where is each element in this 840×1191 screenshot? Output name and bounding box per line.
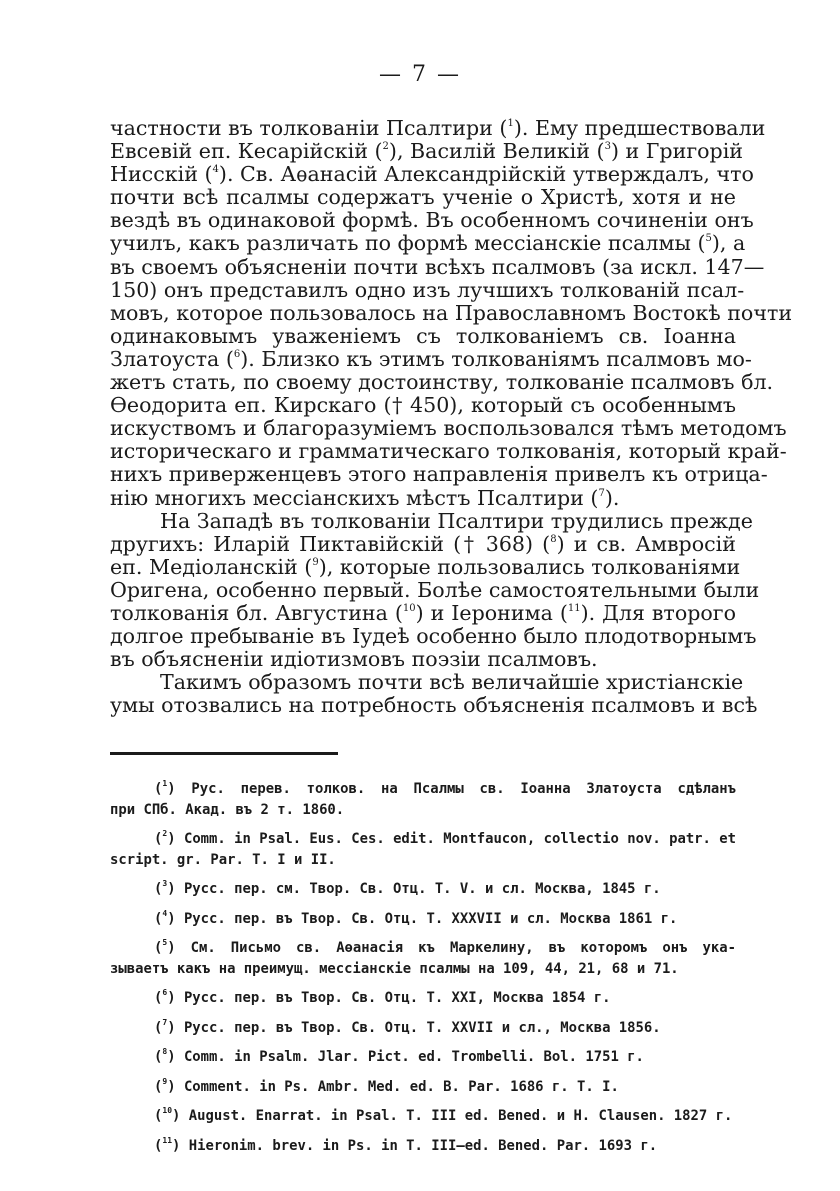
footnote-marker: 9 bbox=[162, 1076, 168, 1086]
footnote-text: Comm. in Psal. Eus. Ces. edit. Montfaucon, collectio nov. patr. et bbox=[183, 831, 737, 847]
footnote-text: script. gr. Par. T. I и II. bbox=[110, 851, 336, 868]
text-run: ). Ему предшествовали bbox=[513, 116, 766, 140]
footnote-reference: 11 bbox=[567, 602, 581, 614]
paragraph bbox=[110, 508, 760, 672]
text-run: нихъ приверженцевъ этого направленія привелъ къ отрица- bbox=[110, 462, 768, 487]
text-line bbox=[110, 577, 760, 602]
text-run: вездѣ въ одинаковой формѣ. Въ особенномъ сочиненіи онъ bbox=[110, 208, 754, 233]
footnote-reference: 2 bbox=[382, 141, 389, 153]
text-line bbox=[110, 300, 793, 325]
text-line bbox=[110, 370, 774, 395]
footnote-marker: 11 bbox=[162, 1135, 173, 1145]
footnote-line: ($^{10}$) August. Enarrat. in Psal. T. III ed. Bened. и H. Clausen. 1827 г. bbox=[154, 1106, 733, 1124]
footnote bbox=[110, 1077, 736, 1098]
text-run: ), Василій Великій ( bbox=[388, 139, 605, 164]
text-run: одинаковымъ уваженіемъ съ толкованіемъ св. Іоанна bbox=[110, 323, 736, 348]
text-run: нію многихъ мессіанскихъ мѣстъ Псалтири ( bbox=[110, 485, 599, 510]
footnote-text: Русс. пер. см. Твор. Св. Отц. Т. V. и сл. Москва, 1845 г. bbox=[183, 881, 661, 897]
text-run: Нисскій ( bbox=[110, 162, 213, 187]
text-run: училъ, какъ различать по формѣ мессіанскіе псалмы ( bbox=[110, 231, 706, 256]
footnote-line: ($^7$) Русс. пер. въ Твор. Св. Отц. Т. XXVII и сл., Москва 1856. bbox=[154, 1017, 661, 1036]
text-run: толкованія бл. Августина ( bbox=[110, 600, 403, 625]
footnote bbox=[110, 779, 736, 820]
footnote-reference: 10 bbox=[402, 602, 416, 614]
footnote bbox=[110, 988, 736, 1009]
text-run: еп. Медіоланскій ( bbox=[110, 554, 313, 579]
text-line bbox=[110, 139, 744, 164]
text-line bbox=[110, 508, 753, 533]
footnote bbox=[110, 1136, 736, 1157]
text-run: ), а bbox=[711, 231, 746, 256]
text-line bbox=[110, 439, 787, 464]
text-line bbox=[110, 416, 787, 441]
footnote bbox=[110, 829, 736, 870]
footnote-line: ($^1$) Рус. перев. толков. на Псалмы св. Іоанна Златоуста сдѣланъ bbox=[154, 779, 737, 797]
paragraph bbox=[110, 116, 793, 510]
text-run: На Западѣ въ толкованіи Псалтири трудились прежде bbox=[160, 508, 753, 533]
page-number: — 7 — bbox=[379, 62, 461, 87]
text-run: въ своемъ объясненіи почти всѣхъ псалмовъ (за искл. 147— bbox=[110, 254, 765, 279]
footnote-reference: 7 bbox=[598, 487, 605, 499]
text-run: искуствомъ и благоразуміемъ воспользовался тѣмъ методомъ bbox=[110, 416, 787, 441]
text-line bbox=[110, 602, 736, 625]
text-run: въ объясненіи идіотизмовъ поэзіи псалмовъ. bbox=[110, 647, 598, 672]
text-run: Такимъ образомъ почти всѣ величайшіе христіанскіе bbox=[160, 670, 744, 695]
text-line bbox=[110, 533, 736, 556]
text-run: другихъ: Иларій Пиктавійскій († 368) ( bbox=[110, 531, 551, 556]
text-run: ) и св. Амвросій bbox=[556, 531, 736, 556]
paragraph bbox=[110, 670, 758, 718]
footnote-text: Comm. in Psalm. Jlar. Pict. ed. Trombelli. Bol. 1751 г. bbox=[183, 1049, 644, 1065]
footnote-reference: 1 bbox=[507, 118, 514, 129]
footnote-marker: 6 bbox=[162, 988, 168, 997]
text-run: мовъ, которое пользовалось на Православномъ Востокѣ почти bbox=[110, 300, 793, 325]
footnote-line: ($^2$) Comm. in Psal. Eus. Ces. edit. Montfaucon, collectio nov. patr. et bbox=[154, 829, 737, 847]
text-line bbox=[110, 693, 758, 718]
text-run: почти всѣ псалмы содержатъ ученіе о Христѣ, хотя и не bbox=[110, 185, 736, 210]
footnote-text: Русс. пер. въ Твор. Св. Отц. Т. XXI, Москва 1854 г. bbox=[183, 990, 611, 1006]
text-run: ). Для второго bbox=[580, 600, 736, 625]
text-run: Ѳеодорита еп. Кирскаго († 450), который съ особеннымъ bbox=[110, 393, 736, 418]
footnote-line: ($^6$) Русс. пер. въ Твор. Св. Отц. Т. XXI, Москва 1854 г. bbox=[154, 988, 611, 1006]
text-line bbox=[110, 231, 746, 256]
footnote-marker: 4 bbox=[162, 908, 168, 918]
text-line bbox=[110, 554, 741, 579]
text-run: долгое пребываніе въ Іудеѣ особенно было плодотворнымъ bbox=[110, 624, 757, 649]
text-line bbox=[110, 648, 736, 671]
footnote-text: при СПб. Акад. въ 2 т. 1860. bbox=[110, 801, 345, 818]
footnote bbox=[110, 938, 736, 979]
footnote bbox=[110, 1018, 736, 1039]
footnote-marker: 1 bbox=[162, 779, 168, 788]
text-run: Златоуста ( bbox=[110, 346, 234, 371]
text-line bbox=[110, 462, 768, 487]
footnote-marker: 8 bbox=[162, 1047, 168, 1056]
footnote-marker: 3 bbox=[162, 879, 168, 888]
text-run: 150) онъ представилъ одно изъ лучшихъ толкованій псал- bbox=[110, 277, 745, 302]
text-run: ) и Іеронима ( bbox=[415, 600, 568, 625]
text-line bbox=[110, 624, 757, 649]
footnote bbox=[110, 1106, 736, 1127]
footnote-line bbox=[110, 959, 736, 980]
footnote-text: Русс. пер. въ Твор. Св. Отц. Т. XXVII и сл., Москва 1856. bbox=[183, 1019, 661, 1036]
text-run: ). Близко къ этимъ толкованіямъ псалмовъ мо- bbox=[240, 346, 752, 371]
text-line bbox=[110, 254, 765, 279]
text-line bbox=[110, 277, 745, 302]
footnote-marker: 5 bbox=[162, 938, 168, 947]
footnote-reference: 6 bbox=[233, 348, 241, 360]
footnote-separator bbox=[110, 752, 338, 755]
footnote-line: ($^5$) См. Письмо св. Аѳанасія къ Маркелину, въ которомъ онъ ука- bbox=[154, 938, 737, 956]
text-line bbox=[110, 487, 736, 510]
footnote-line: ($^8$) Comm. in Psalm. Jlar. Pict. ed. Trombelli. Bol. 1751 г. bbox=[154, 1047, 644, 1065]
text-run: ). Св. Аѳанасій Александрійскій утверждалъ, что bbox=[218, 162, 754, 187]
text-line bbox=[110, 325, 736, 348]
footnote-reference: 8 bbox=[550, 533, 557, 545]
text-line bbox=[110, 670, 744, 695]
text-run: Оригена, особенно первый. Болѣе самостоятельными были bbox=[110, 577, 760, 602]
footnote-line bbox=[110, 800, 736, 821]
footnote-reference: 5 bbox=[705, 233, 712, 245]
text-line bbox=[110, 394, 736, 417]
footnote-text: Comment. in Ps. Ambr. Med. ed. B. Par. 1686 г. Т. I. bbox=[183, 1078, 619, 1095]
text-line bbox=[110, 186, 736, 209]
footnote-text: Русс. пер. въ Твор. Св. Отц. Т. XXXVII и сл. Москва 1861 г. bbox=[183, 910, 678, 927]
footnote-marker: 7 bbox=[162, 1017, 168, 1027]
footnote-text: August. Enarrat. in Psal. T. III ed. Bened. и H. Clausen. 1827 г. bbox=[188, 1108, 733, 1124]
footnote bbox=[110, 879, 736, 900]
text-run: историческаго и грамматическаго толкованія, который край- bbox=[110, 439, 787, 464]
footnote-text: зываетъ какъ на преимущ. мессіанскіе псалмы на 109, 44, 21, 68 и 71. bbox=[110, 960, 679, 977]
footnote-text: Рус. перев. толков. на Псалмы св. Іоанна Златоуста сдѣланъ bbox=[191, 781, 737, 797]
footnote-line: ($^9$) Comment. in Ps. Ambr. Med. ed. B. Par. 1686 г. Т. I. bbox=[154, 1076, 619, 1095]
footnotes bbox=[110, 779, 736, 1165]
footnote-marker: 2 bbox=[162, 829, 168, 838]
footnote-text: См. Письмо св. Аѳанасія къ Маркелину, въ которомъ онъ ука- bbox=[190, 940, 737, 956]
footnote-text: Hieronim. brev. in Ps. in T. III—ed. Bened. Par. 1693 г. bbox=[188, 1137, 658, 1154]
footnote-line: ($^{11}$) Hieronim. brev. in Ps. in T. III—ed. Bened. Par. 1693 г. bbox=[154, 1135, 658, 1154]
text-line bbox=[110, 162, 754, 187]
text-run: жетъ стать, по своему достоинству, толкованіе псалмовъ бл. bbox=[110, 370, 774, 395]
text-run: ), которые пользовались толкованіями bbox=[318, 554, 741, 579]
text-run: Евсевій еп. Кесарійскій ( bbox=[110, 139, 383, 164]
text-line bbox=[110, 208, 754, 233]
footnote-line bbox=[110, 850, 736, 871]
footnote-marker: 10 bbox=[162, 1106, 173, 1115]
footnote bbox=[110, 909, 736, 930]
text-run: ). bbox=[604, 485, 620, 510]
footnote-line: ($^3$) Русс. пер. см. Твор. Св. Отц. Т. V. и сл. Москва, 1845 г. bbox=[154, 879, 661, 897]
footnote-reference: 3 bbox=[604, 141, 611, 153]
footnote-reference: 4 bbox=[212, 164, 219, 176]
text-line bbox=[110, 346, 752, 371]
footnote-line: ($^4$) Русс. пер. въ Твор. Св. Отц. Т. XXXVII и сл. Москва 1861 г. bbox=[154, 908, 678, 927]
footnote bbox=[110, 1047, 736, 1068]
footnote-reference: 9 bbox=[312, 556, 319, 568]
text-line bbox=[110, 116, 766, 140]
body-text bbox=[110, 116, 793, 718]
text-run: умы отозвались на потребность объясненія псалмовъ и всѣ bbox=[110, 693, 758, 718]
text-run: частности въ толкованіи Псалтири ( bbox=[110, 116, 508, 140]
text-run: ) и Григорій bbox=[610, 139, 744, 164]
